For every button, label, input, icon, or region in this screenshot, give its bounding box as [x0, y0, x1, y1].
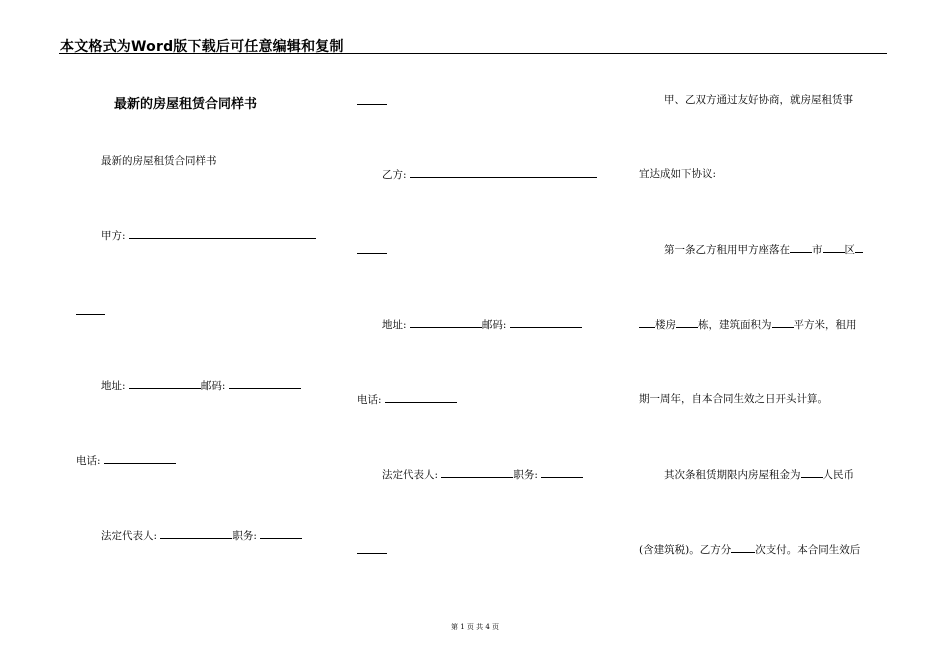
header-rule — [59, 53, 887, 54]
clause-1-line-1 — [664, 242, 863, 257]
party-b-address-line — [382, 317, 582, 332]
clause-2-line-2 — [639, 542, 860, 557]
clause-intro-line-1: 甲、乙双方通过友好协商，就房屋租赁事 — [664, 94, 853, 106]
clause-2-text-b: 人民币 — [822, 469, 854, 481]
clause-2-text-a: 其次条租赁期限内房屋租金为 — [664, 469, 801, 481]
postcode-label: 邮码: — [200, 380, 226, 392]
party-a-phone-line — [76, 453, 176, 468]
address-label: 地址: — [101, 380, 126, 392]
clause-2-text-c: (含建筑税)。乙方分 — [639, 544, 732, 556]
header-title: 本文格式为Word版下载后可任意编辑和复制 — [60, 39, 344, 55]
address-blank — [410, 317, 482, 328]
party-b-legal-rep-line — [382, 467, 583, 482]
phone-label: 电话: — [76, 455, 101, 467]
document-title: 最新的房屋租赁合同样书 — [114, 97, 258, 112]
legal-rep-label: 法定代表人: — [382, 469, 439, 481]
clause-1-line-2 — [639, 317, 857, 332]
phone-label: 电话: — [357, 394, 382, 406]
party-a-continuation-blank — [76, 314, 105, 315]
position-label: 职务: — [513, 469, 538, 481]
party-a-position-continuation-blank — [357, 104, 387, 105]
clause-intro-line-2: 宜达成如下协议: — [639, 168, 717, 180]
party-a-legal-rep-line — [101, 528, 302, 543]
clause-1-text-d: 楼房 — [655, 319, 676, 331]
legal-rep-blank — [160, 528, 232, 539]
phone-blank — [385, 392, 457, 403]
rent-blank — [801, 467, 823, 478]
party-b-blank — [410, 167, 597, 178]
district-blank — [823, 242, 845, 253]
party-b-label: 乙方: — [382, 169, 407, 181]
party-a-address-line — [101, 378, 301, 393]
area-blank — [772, 317, 794, 328]
legal-rep-blank — [441, 467, 513, 478]
installment-blank — [731, 542, 755, 553]
building-blank — [639, 317, 655, 328]
clause-1-text-c: 区 — [844, 244, 855, 256]
clause-1-text-b: 市 — [812, 244, 823, 256]
clause-2-text-d: 次支付。本合同生效后 — [755, 544, 861, 556]
postcode-blank — [229, 378, 301, 389]
phone-blank — [104, 453, 176, 464]
position-label: 职务: — [232, 530, 257, 542]
postcode-blank — [510, 317, 582, 328]
party-b-position-continuation-blank — [357, 553, 387, 554]
location-blank — [855, 242, 863, 253]
party-a-blank — [129, 228, 316, 239]
party-b-phone-line — [357, 392, 457, 407]
clause-1-text-f: 平方米，租用 — [793, 319, 857, 331]
party-a-label: 甲方: — [101, 230, 126, 242]
party-b-line — [382, 167, 597, 182]
city-blank — [790, 242, 812, 253]
contract-subtitle: 最新的房屋租赁合同样书 — [101, 155, 217, 167]
postcode-label: 邮码: — [481, 319, 507, 331]
party-b-continuation-blank — [357, 253, 387, 254]
clause-1-text-e: 栋，建筑面积为 — [698, 319, 772, 331]
page-number-footer: 第 1 页 共 4 页 — [450, 623, 500, 631]
address-blank — [129, 378, 201, 389]
party-a-line — [101, 228, 316, 243]
clause-1-text-a: 第一条乙方租用甲方座落在 — [664, 244, 790, 256]
address-label: 地址: — [382, 319, 407, 331]
clause-1-line-3: 期一周年，自本合同生效之日开头计算。 — [639, 393, 828, 405]
building-count-blank — [676, 317, 698, 328]
position-blank — [541, 467, 583, 478]
legal-rep-label: 法定代表人: — [101, 530, 158, 542]
clause-2-line-1 — [664, 467, 854, 482]
position-blank — [260, 528, 302, 539]
